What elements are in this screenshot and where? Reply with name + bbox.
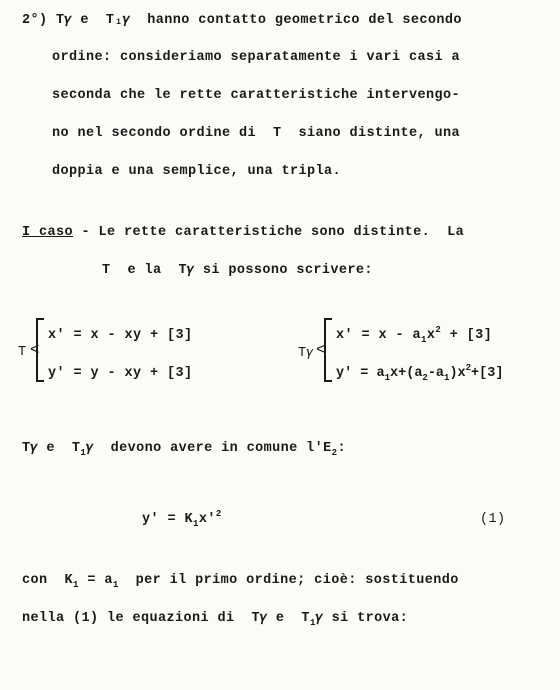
para1-line4: no nel secondo ordine di T siano distinte, una	[52, 126, 461, 141]
system-left-eq1: x' = x - xy + [3]	[48, 328, 193, 343]
equation1-number: (1)	[480, 512, 506, 527]
system-right-label: T𝛾	[298, 346, 314, 361]
system-right-eq1: $x' = x - a_1x^2 + [3]$	[336, 325, 493, 345]
system-left-brace	[36, 318, 38, 382]
system-right-chevron: <	[316, 341, 326, 359]
equation1: $y' = K_1x'^2$	[142, 509, 222, 529]
system-right-brace	[324, 318, 326, 382]
case1-line1-text: - Le rette caratteristiche sono distinte. La	[73, 225, 465, 240]
para1-line2: ordine: consideriamo separatamente i vari casi a	[52, 50, 461, 65]
system-left-label: T	[18, 345, 27, 360]
system-left-chevron: <	[30, 341, 40, 359]
case1-heading: I caso	[22, 225, 74, 240]
para1-line5: doppia e una semplice, una tripla.	[52, 164, 342, 179]
final-line2: nella (1) le equazioni di T𝛾 e $T_1𝛾$ si trova:	[22, 611, 409, 628]
system-left-eq2: y' = y - xy + [3]	[48, 366, 193, 381]
system-right-eq2: $y' = a_1x+(a_2-a_1)x^2+[3]$	[336, 363, 504, 383]
case1-line1	[22, 225, 464, 240]
para1-line1: 2°) T𝛾 e T₁𝛾 hanno contatto geometrico del secondo	[22, 13, 462, 28]
para1-line3: seconda che le rette caratteristiche intervengo-	[52, 88, 461, 103]
case1-line2: T e la T𝛾 si possono scrivere:	[102, 263, 373, 278]
final-line1: con $K_1 = a_1$ per il primo ordine; cioè: sostituendo	[22, 573, 459, 590]
sentence2: T𝛾 e $T_1𝛾$ devono avere in comune $l'E_2$:	[22, 441, 346, 458]
